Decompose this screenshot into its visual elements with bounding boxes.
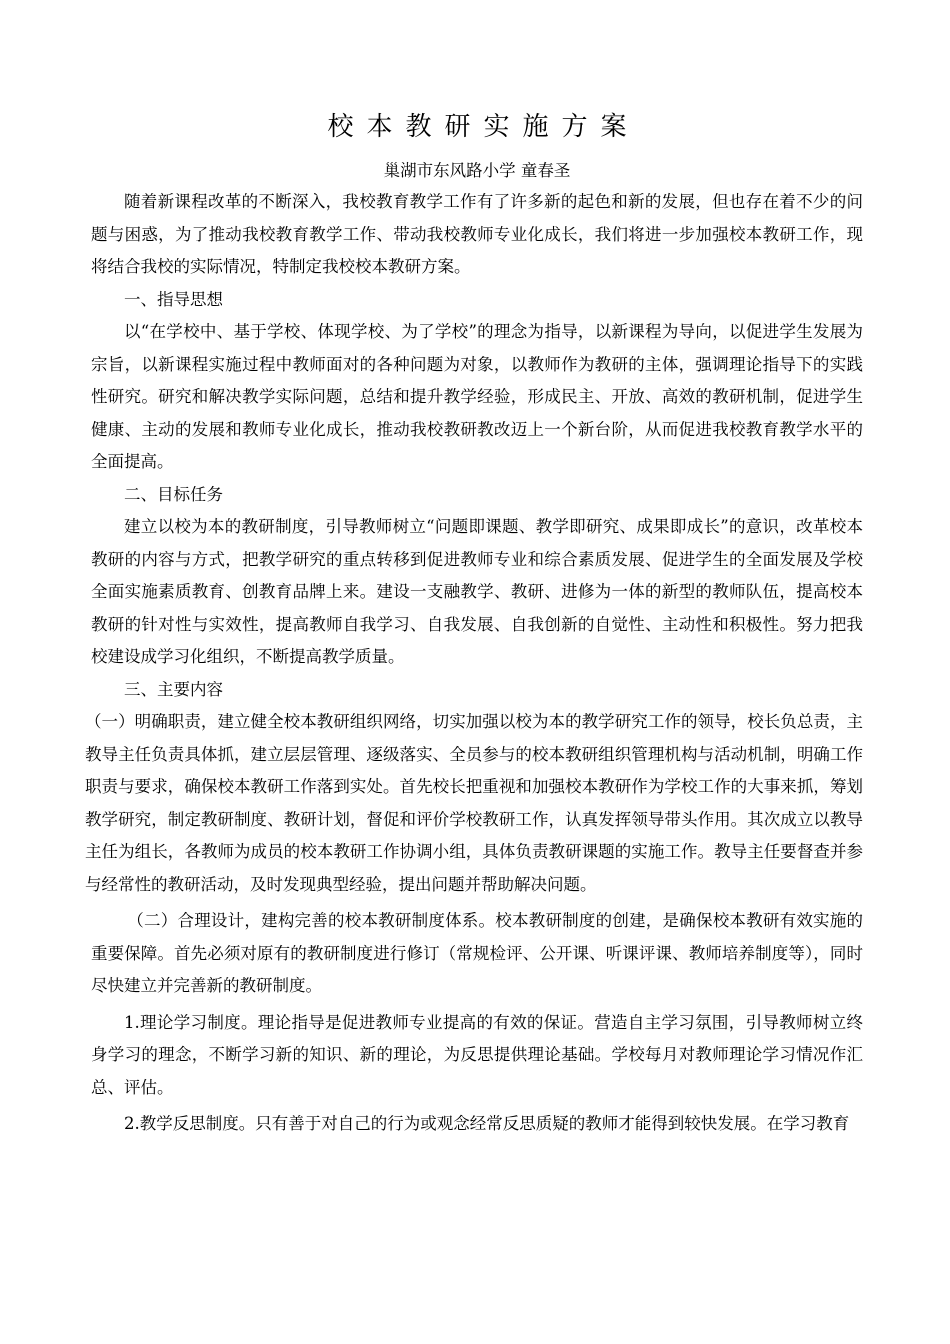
intro-paragraph: 随着新课程改革的不断深入，我校教育教学工作有了许多新的起色和新的发展，但也存在着不少的问题与困惑，为了推动我校教育教学工作、带动我校教师专业化成长，我们将进一步加强校本教研工作，现将结合我校的实际情况，特制定我校校本教研方案。 xyxy=(91,192,863,276)
document-page xyxy=(85,108,863,1141)
document-title: 校本教研实施方案 xyxy=(327,112,640,142)
guiding-thought-paragraph: 以“在学校中、基于学校、体现学校、为了学校”的理念为指导，以新课程为导向，以促进学生发展为宗旨，以新课程实施过程中教师面对的各种问题为对象，以教师作为教研的主体，强调理论指导下的实践性研究。研究和解决教学实际问题，总结和提升教学经验，形成民主、开放、高效的教研机制，促进学生健康、主动的发展和教师专业化成长，推动我校教研教改迈上一个新台阶，从而促进我校教育教学水平的全面提高。 xyxy=(91,322,863,471)
rule-theory-study: 1.理论学习制度。理论指导是促进教师专业提高的有效的保证。营造自主学习氛围，引导教师树立终身学习的理念，不断学习新的知识、新的理论，为反思提供理论基础。学校每月对教师理论学习情况作汇总、评估。 xyxy=(91,1012,863,1097)
section-heading-main-content: 三、主要内容 xyxy=(124,679,223,699)
main-content-item-1: （一）明确职责，建立健全校本教研组织网络，切实加强以校为本的教学研究工作的领导，校长负总责，主教导主任负责具体抓，建立层层管理、逐级落实、全员参与的校本教研组织管理机构与活动机制，明确工作职责与要求，确保校本教研工作落到实处。首先校长把重视和加强校本教研作为学校工作的大事来抓，筹划教学研究，制定教研制度、教研计划，督促和评价学校教研工作，认真发挥领导带头作用。其次成立以教导主任为组长，各教师为成员的校本教研工作协调小组，具体负责教研课题的实施工作。教导主任要督查并参与经常性的教研活动，及时发现典型经验，提出问题并帮助解决问题。 xyxy=(85,712,863,894)
section-heading-guiding-thought: 一、指导思想 xyxy=(124,289,223,309)
main-content-item-2: （二）合理设计，建构完善的校本教研制度体系。校本教研制度的创建，是确保校本教研有效实施的重要保障。首先必须对原有的教研制度进行修订（常规检评、公开课、听课评课、教师培养制度等），同时尽快建立并完善新的教研制度。 xyxy=(91,911,863,995)
rule-teaching-reflection: 2.教学反思制度。只有善于对自己的行为或观念经常反思质疑的教师才能得到较快发展。在学习教育 xyxy=(124,1114,850,1133)
goals-paragraph: 建立以校为本的教研制度，引导教师树立“问题即课题、教学即研究、成果即成长”的意识，改革校本教研的内容与方式，把教学研究的重点转移到促进教师专业和综合素质发展、促进学生的全面发展及学校全面实施素质教育、创教育品牌上来。建设一支融教学、教研、进修为一体的新型的教师队伍，提高校本教研的针对性与实效性，提高教师自我学习、自我发展、自我创新的自觉性、主动性和积极性。努力把我校建设成学习化组织，不断提高教学质量。 xyxy=(91,517,863,666)
section-heading-goals: 二、目标任务 xyxy=(124,484,223,504)
author-line: 巢湖市东风路小学 童春圣 xyxy=(383,161,571,180)
